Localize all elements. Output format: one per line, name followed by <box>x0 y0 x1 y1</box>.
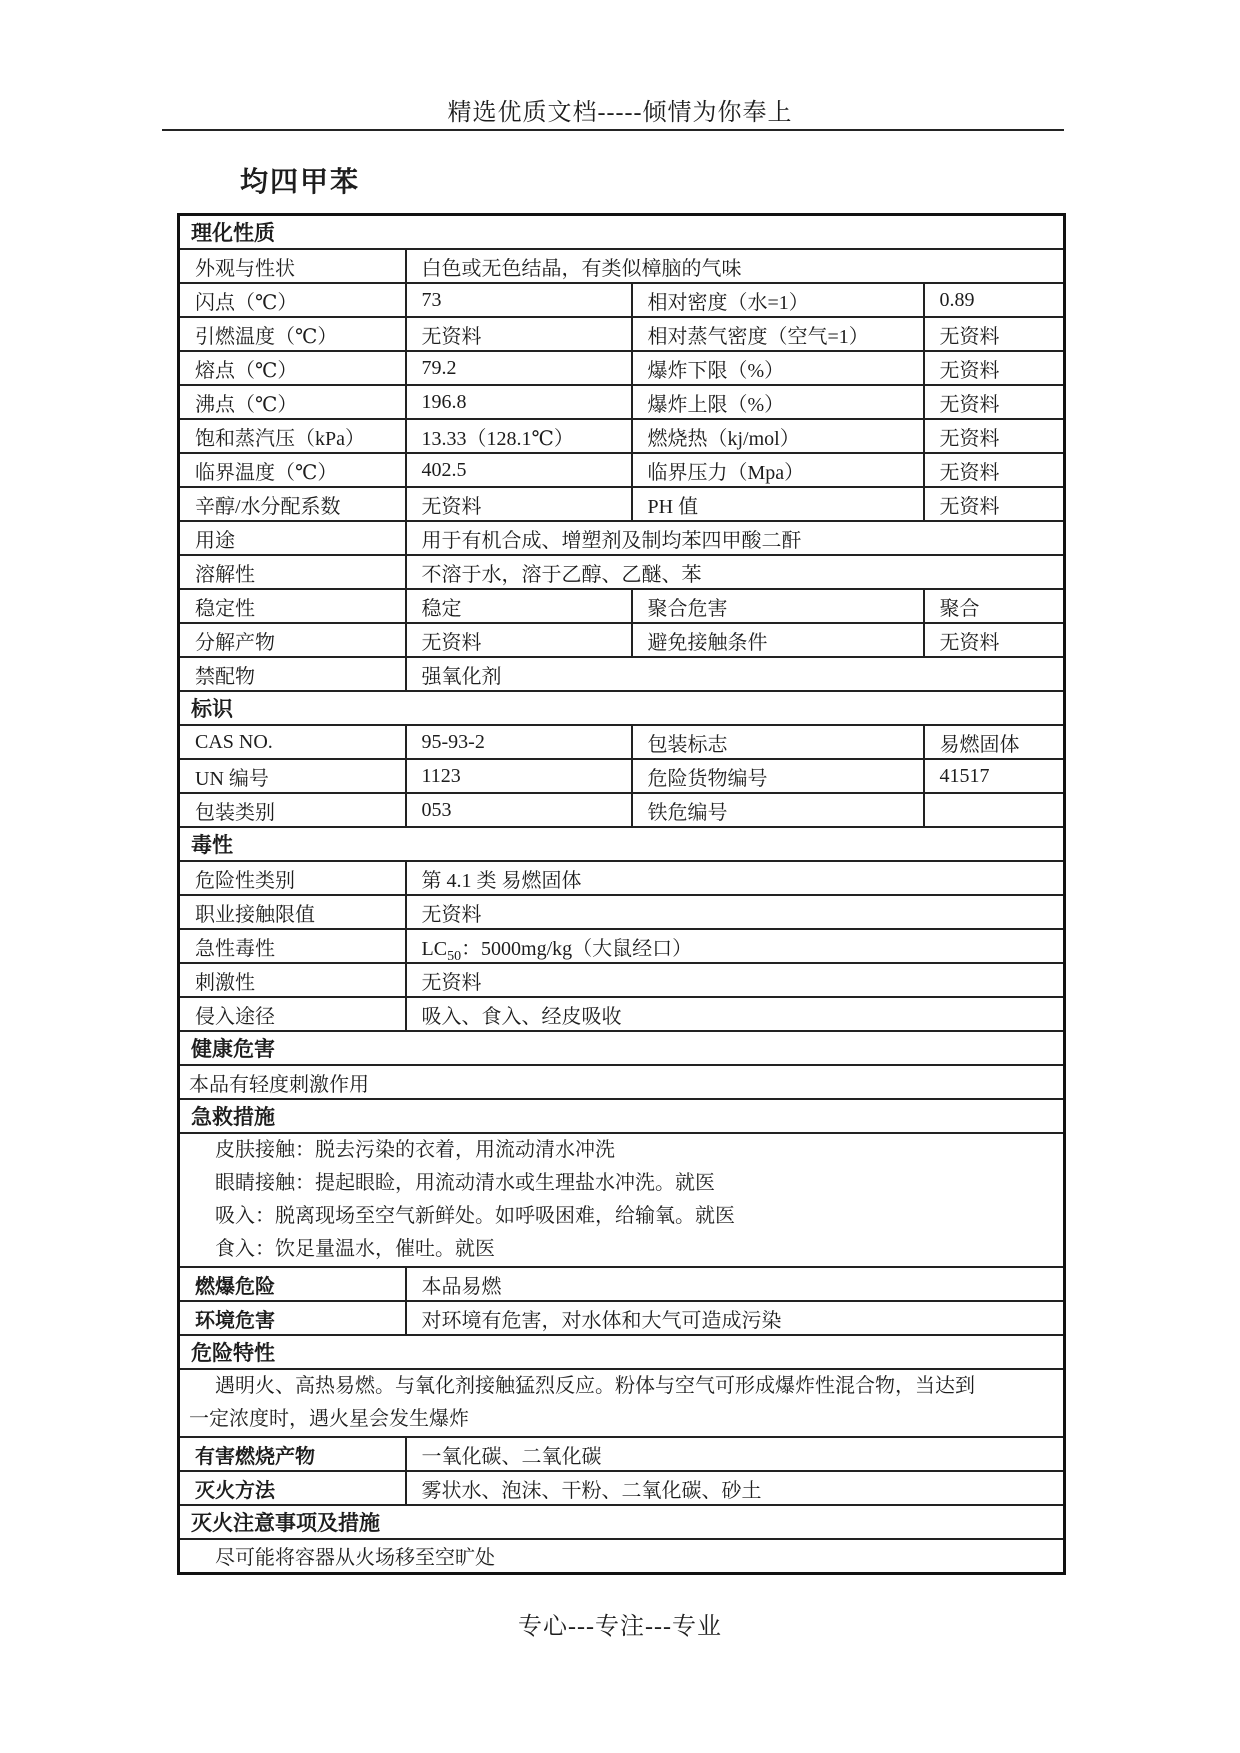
section-row-first-aid <box>179 1099 1065 1133</box>
table-row-boiling-point <box>179 385 1065 419</box>
lc-rest: ：5000mg/kg（大鼠经口） <box>461 937 693 960</box>
first-aid-block <box>179 1133 1065 1267</box>
table-row-health-hazard-text <box>179 1065 1065 1099</box>
row-value: 无资料 <box>406 623 632 657</box>
table-row-environment <box>179 1301 1065 1335</box>
table-row-cas-no <box>179 725 1065 759</box>
row-value: 196.8 <box>406 385 632 419</box>
row-label: 危险货物编号 <box>632 759 924 793</box>
row-value: 用于有机合成、增塑剂及制均苯四甲酸二酐 <box>406 521 1065 555</box>
row-label: 包装标志 <box>632 725 924 759</box>
row-label: 避免接触条件 <box>632 623 924 657</box>
table-row-melting-point <box>179 351 1065 385</box>
row-value: 易燃固体 <box>924 725 1065 759</box>
page-title: 均四甲苯 <box>240 166 361 197</box>
row-value: 无资料 <box>924 385 1065 419</box>
row-label: CAS NO. <box>179 725 406 759</box>
row-value: 402.5 <box>406 453 632 487</box>
row-label: 相对蒸气密度（空气=1） <box>632 317 924 351</box>
row-label: 稳定性 <box>179 589 406 623</box>
table-row-critical-temp <box>179 453 1065 487</box>
first-aid-line-inhalation: 吸入：脱离现场至空气新鲜处。如呼吸困难，给输氧。就医 <box>215 1205 735 1227</box>
health-hazard-text: 本品有轻度刺激作用 <box>179 1065 1065 1099</box>
row-value: 强氧化剂 <box>406 657 1065 691</box>
table-row-incompatibles <box>179 657 1065 691</box>
row-label: 聚合危害 <box>632 589 924 623</box>
table-row-acute-toxicity <box>179 929 1065 963</box>
row-value: 无资料 <box>924 317 1065 351</box>
row-label: 危险性类别 <box>179 861 406 895</box>
row-label: 分解产物 <box>179 623 406 657</box>
row-value: 79.2 <box>406 351 632 385</box>
row-value: 本品易燃 <box>406 1267 1065 1301</box>
row-value: 无资料 <box>924 351 1065 385</box>
table-row-irritation <box>179 963 1065 997</box>
section-row-health-hazard <box>179 1031 1065 1065</box>
row-label: 禁配物 <box>179 657 406 691</box>
row-label: UN 编号 <box>179 759 406 793</box>
lc-prefix: LC <box>421 937 448 960</box>
table-row-hazard-class <box>179 861 1065 895</box>
row-value: 无资料 <box>406 487 632 521</box>
row-label: 燃烧热（kj/mol） <box>632 419 924 453</box>
table-row-decomposition <box>179 623 1065 657</box>
row-value: 41517 <box>924 759 1065 793</box>
row-label: 临界压力（Mpa） <box>632 453 924 487</box>
table-row-fire-note <box>179 1539 1065 1573</box>
row-value: 白色或无色结晶，有类似樟脑的气味 <box>406 249 1065 283</box>
table-row-solubility <box>179 555 1065 589</box>
first-aid-line-eyes: 眼睛接触：提起眼睑，用流动清水或生理盐水冲洗。就医 <box>215 1172 715 1194</box>
row-value: 73 <box>406 283 632 317</box>
section-header-identification: 标识 <box>179 691 1065 725</box>
row-label: 职业接触限值 <box>179 895 406 929</box>
row-value: 无资料 <box>406 317 632 351</box>
section-row-toxicity <box>179 827 1065 861</box>
row-label: 用途 <box>179 521 406 555</box>
row-label: 急性毒性 <box>179 929 406 963</box>
row-label: 环境危害 <box>179 1301 406 1335</box>
section-header-health-hazard: 健康危害 <box>179 1031 1065 1065</box>
row-value: 无资料 <box>924 419 1065 453</box>
table-row-appearance <box>179 249 1065 283</box>
page-header-text: 精选优质文档-----倾情为你奉上 <box>447 100 793 126</box>
table-row-hazard-text-block <box>179 1369 1065 1437</box>
row-label: 相对密度（水=1） <box>632 283 924 317</box>
row-label: 闪点（℃） <box>179 283 406 317</box>
row-value: 无资料 <box>924 453 1065 487</box>
section-row-physical <box>179 215 1065 250</box>
row-label: 灭火方法 <box>179 1471 406 1505</box>
row-label: 铁危编号 <box>632 793 924 827</box>
section-header-first-aid: 急救措施 <box>179 1099 1065 1133</box>
row-label: 刺激性 <box>179 963 406 997</box>
row-value: 0.89 <box>924 283 1065 317</box>
row-label: 熔点（℃） <box>179 351 406 385</box>
section-header-toxicity: 毒性 <box>179 827 1065 861</box>
table-row-vapor-pressure <box>179 419 1065 453</box>
row-value: 吸入、食入、经皮吸收 <box>406 997 1065 1031</box>
table-row-ignition-temp <box>179 317 1065 351</box>
hazard-text-line-2: 一定浓度时，遇火星会发生爆炸 <box>189 1408 469 1430</box>
page-footer-text: 专心---专注---专业 <box>518 1614 722 1640</box>
row-value: 聚合 <box>924 589 1065 623</box>
row-value <box>406 929 1065 963</box>
section-row-identification <box>179 691 1065 725</box>
hazard-text-block <box>179 1369 1065 1437</box>
section-header-physical: 理化性质 <box>179 215 1065 250</box>
row-label: 外观与性状 <box>179 249 406 283</box>
row-label: 爆炸上限（%） <box>632 385 924 419</box>
row-label: 燃爆危险 <box>179 1267 406 1301</box>
table-row-stability <box>179 589 1065 623</box>
table-row-combustion-products <box>179 1437 1065 1471</box>
section-row-hazard-characteristics <box>179 1335 1065 1369</box>
row-label: 爆炸下限（%） <box>632 351 924 385</box>
row-label: 引燃温度（℃） <box>179 317 406 351</box>
row-value: 无资料 <box>924 623 1065 657</box>
row-label: PH 值 <box>632 487 924 521</box>
row-value: 稳定 <box>406 589 632 623</box>
row-label: 饱和蒸汽压（kPa） <box>179 419 406 453</box>
section-header-fire-fighting-notes: 灭火注意事项及措施 <box>179 1505 1065 1539</box>
row-label: 沸点（℃） <box>179 385 406 419</box>
table-row-first-aid-block <box>179 1133 1065 1267</box>
table-row-usage <box>179 521 1065 555</box>
row-value: 无资料 <box>924 487 1065 521</box>
row-value: 不溶于水，溶于乙醇、乙醚、苯 <box>406 555 1065 589</box>
first-aid-line-ingestion: 食入：饮足量温水，催吐。就医 <box>215 1238 495 1260</box>
row-value <box>924 793 1065 827</box>
row-value: 一氧化碳、二氧化碳 <box>406 1437 1065 1471</box>
section-header-hazard-characteristics: 危险特性 <box>179 1335 1065 1369</box>
table-row-extinguishing <box>179 1471 1065 1505</box>
row-label: 包装类别 <box>179 793 406 827</box>
table-row-un-no <box>179 759 1065 793</box>
table-row-packing-class <box>179 793 1065 827</box>
row-value: 雾状水、泡沫、干粉、二氧化碳、砂土 <box>406 1471 1065 1505</box>
row-value: 无资料 <box>406 963 1065 997</box>
table-row-fire-explosion <box>179 1267 1065 1301</box>
row-value: 13.33（128.1℃） <box>406 419 632 453</box>
msds-table <box>177 213 1066 1575</box>
row-label: 辛醇/水分配系数 <box>179 487 406 521</box>
hazard-text-line-1: 遇明火、高热易燃。与氧化剂接触猛烈反应。粉体与空气可形成爆炸性混合物，当达到 <box>215 1375 975 1397</box>
table-row-octanol-water <box>179 487 1065 521</box>
row-label: 侵入途径 <box>179 997 406 1031</box>
row-value: 053 <box>406 793 632 827</box>
row-value: 无资料 <box>406 895 1065 929</box>
row-label: 有害燃烧产物 <box>179 1437 406 1471</box>
fire-note-text: 尽可能将容器从火场移至空旷处 <box>179 1539 1065 1573</box>
table-row-entry-routes <box>179 997 1065 1031</box>
row-value: 第 4.1 类 易燃固体 <box>406 861 1065 895</box>
row-label: 临界温度（℃） <box>179 453 406 487</box>
row-value: 对环境有危害，对水体和大气可造成污染 <box>406 1301 1065 1335</box>
table-row-exposure-limit <box>179 895 1065 929</box>
first-aid-line-skin: 皮肤接触：脱去污染的衣着，用流动清水冲洗 <box>215 1139 615 1161</box>
header-divider <box>162 129 1064 131</box>
lc-subscript: 50 <box>447 948 462 963</box>
row-value: 1123 <box>406 759 632 793</box>
table-row-flash-point <box>179 283 1065 317</box>
section-row-fire-fighting-notes <box>179 1505 1065 1539</box>
row-value: 95-93-2 <box>406 725 632 759</box>
row-label: 溶解性 <box>179 555 406 589</box>
